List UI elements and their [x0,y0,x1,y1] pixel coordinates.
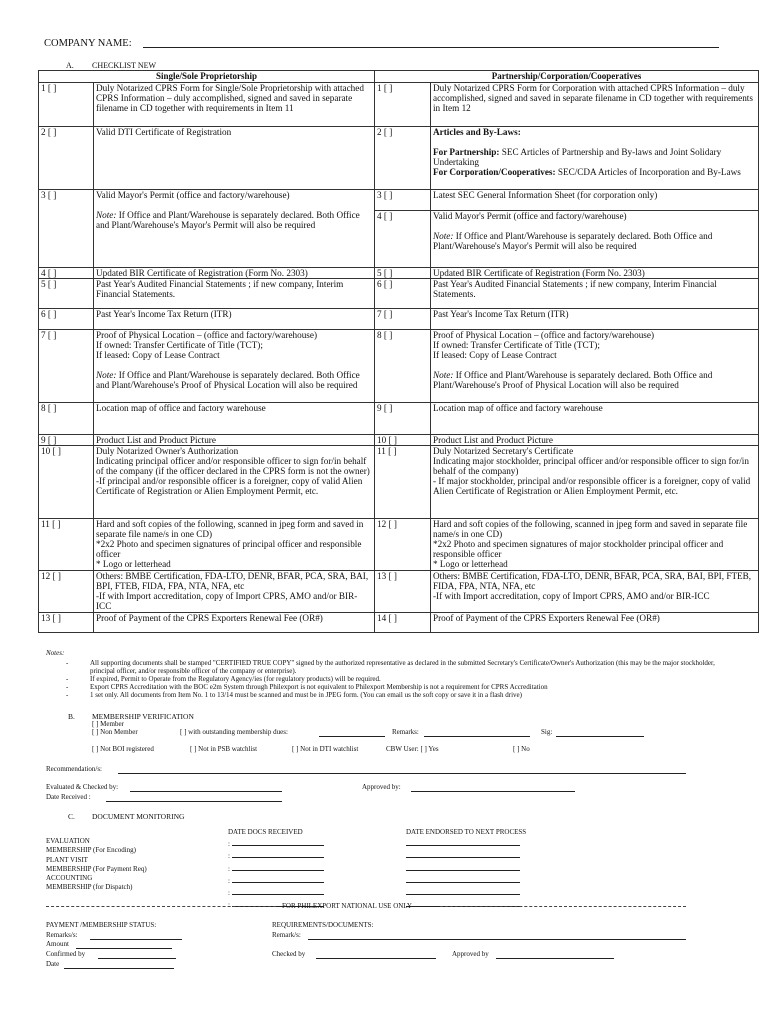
note-item: - Export CPRS Accreditation with the BOC e2m System through Philexport is not equivalent to Philexport Membership is not a requirement for CPRS Accreditation [90,683,726,691]
checkbox-item[interactable]: 6 [ ] [375,279,431,309]
corporation-text: SEC/CDA Articles of Incorporation and By-Laws [555,167,741,177]
checkbox-item[interactable]: 6 [ ] [39,309,94,330]
checkbox-item[interactable]: 10 [ ] [39,446,94,519]
checkbox-item[interactable]: 3 [ ] [39,190,94,268]
note-item: - All supporting documents shall be stamped "CERTIFIED TRUE COPY" signed by the authorized representative as declared in the submitted Secretary's Certificate/Owner's Authorization (this may be the major stockholder, principal officer, and/or responsible officer of the company or enterprise). [90,659,726,675]
section-a-letter: A. [66,61,74,70]
requirement-text: Location map of office and factory warehouse [94,403,375,435]
gis-text: Latest SEC General Information Sheet (for corporation only) [431,190,758,211]
remarks-label: Remarks: [392,728,419,736]
date-field[interactable] [406,849,520,858]
amount-field[interactable] [76,940,172,949]
checkbox-item[interactable]: 11 [ ] [39,519,94,571]
outstanding-dues-checkbox[interactable]: [ ] with outstanding membership dues: [180,728,288,736]
header-sole: Single/Sole Proprietorship [39,71,375,83]
requirement-text: Updated BIR Certificate of Registration (Form No. 2303) [94,268,375,279]
checkbox-item[interactable]: 12 [ ] [39,571,94,613]
company-name-label: COMPANY NAME: [44,38,132,49]
checkbox-item[interactable]: 7 [ ] [375,309,431,330]
requirements-label: REQUIREMENTS/DOCUMENTS: [272,921,374,929]
checked-field[interactable] [316,950,436,959]
checkbox-item[interactable]: 13 [ ] [375,571,431,613]
note-text: If Office and Plant/Warehouse is separately declared. Both Office and Plant/Warehouse's Proof of Physical Location will also be required [433,370,713,390]
member-checkbox[interactable]: [ ] Member [92,720,124,728]
note-text: If Office and Plant/Warehouse is separately declared. Both Office and Plant/Warehouse's Proof of Physical Location will also be required [96,370,360,390]
requirement-text: Duly Notarized CPRS Form for Single/Sole Proprietorship with attached CPRS Information – duly accomplished, signed and saved in separate filename in CD together with requirements in Item 11 [94,83,375,127]
checkbox-item[interactable]: 5 [ ] [39,279,94,309]
requirement-text: Others: BMBE Certification, FDA-LTO, DENR, BFAR, PCA, SRA, BAI, BPI, FTEB, FIDA, FPA, NTA, NFA, etc -If with Import accreditation, copy of Import CPRS, AMO and/or BIR-ICC [94,571,375,613]
requirement-text [431,127,759,190]
checkbox-item[interactable]: 3 [ ] [375,190,430,211]
checkbox-item[interactable]: 9 [ ] [375,403,431,435]
approved-label: Approved by [452,950,489,958]
amount-label: Amount [46,940,69,948]
requirement-text: Hard and soft copies of the following, scanned in jpeg form and saved in separate file name/s in one CD) *2x2 Photo and specimen signatures of principal officer and responsible officer * Logo or letterhead [94,519,375,571]
monitoring-row-label: ACCOUNTING [46,874,93,883]
date-field[interactable] [406,874,520,883]
date-endorsed-column [406,837,520,911]
monitoring-labels [46,837,147,893]
requirement-text: Product List and Product Picture [94,435,375,446]
checkbox-item[interactable]: 2 [ ] [39,127,94,190]
monitoring-row-label: MEMBERSHIP (for Dispatch) [46,883,133,892]
note-text: If Office and Plant/Warehouse is separately declared. Both Office and Plant/Warehouse's Mayor's Permit will also be required [96,210,360,230]
mayors-permit-text: Valid Mayor's Permit (office and factory/warehouse) [433,211,627,221]
partnership-text: SEC Articles of Partnership and By-laws and Joint Solidary Undertaking [433,147,722,167]
articles-title: Articles and By-Laws: [433,127,521,137]
date-field[interactable] [406,837,520,846]
note-text: If Office and Plant/Warehouse is separately declared. Both Office and Plant/Warehouse's Mayor's Permit will also be required [433,231,713,251]
requirement-text: Past Year's Income Tax Return (ITR) [94,309,375,330]
recommendation-label: Recommendation/s: [46,765,102,773]
checkbox-item[interactable]: 13 [ ] [39,613,94,633]
note-label: Note: [433,231,454,241]
physical-location-text: Proof of Physical Location – (office and factory/warehouse) If owned: Transfer Certificate of Title (TCT); If leased: Copy of Lease Contract [433,330,655,360]
date-field[interactable] [232,862,324,871]
recommendation-field[interactable] [118,765,686,774]
note-item: - 1 set only. All documents from Item No. 1 to 13/14 must be scanned and must be in JPEG form. (You can email us the soft copy or save it in a flash drive) [90,691,726,699]
requirement-text [94,190,375,268]
checkbox-item[interactable]: 5 [ ] [375,268,431,279]
monitoring-row-label: PLANT VISIT [46,855,88,864]
checkbox-item[interactable]: 4 [ ] [377,211,393,221]
confirmed-label: Confirmed by [46,950,86,958]
requirement-text: Updated BIR Certificate of Registration (Form No. 2303) [431,268,759,279]
requirement-text: Duly Notarized Owner's Authorization Indicating principal officer and/or responsible officer to sign for/in behalf of the company (if the officer declared in the CPRS form is not the owner) -If principal and/or responsible officer is a foreigner, copy of valid Alien Certificate of Registration or Alien Employment Permit, etc. [94,446,375,519]
requirement-text: Valid DTI Certificate of Registration [94,127,375,190]
requirement-text: Past Year's Audited Financial Statements ; if new company, Interim Financial Statements. [94,279,375,309]
confirmed-field[interactable] [98,950,176,959]
payment-status-label: PAYMENT /MEMBERSHIP STATUS: [46,921,157,929]
monitoring-row-label: MEMBERSHIP (For Encoding) [46,846,136,855]
requirement-text: Past Year's Audited Financial Statements ; if new company, Interim Financial Statements. [431,279,759,309]
section-b-title: MEMBERSHIP VERIFICATION [92,712,194,721]
date-label: Date [46,960,60,968]
requirement-text: Proof of Payment of the CPRS Exporters Renewal Fee (OR#) [94,613,375,633]
non-member-checkbox[interactable]: [ ] Non Member [92,728,138,736]
checkbox-item[interactable]: 7 [ ] [39,330,94,403]
section-c-title: DOCUMENT MONITORING [92,812,185,821]
checkbox-item[interactable]: 1 [ ] [375,83,431,127]
checkbox-item[interactable]: 1 [ ] [39,83,94,127]
checkbox-item[interactable]: 8 [ ] [375,330,431,403]
monitoring-row-label: EVALUATION [46,837,90,845]
requirement-text: Past Year's Income Tax Return (ITR) [431,309,759,330]
evaluated-label: Evaluated & Checked by: [46,783,119,791]
requirements-remarks-field[interactable] [308,931,686,940]
not-boi-checkbox[interactable]: [ ] Not BOI registered [92,745,154,753]
date-field[interactable] [232,849,324,858]
cbw-yes-checkbox[interactable]: CBW User: [ ] Yes [386,745,439,753]
cbw-no-checkbox[interactable]: [ ] No [513,745,530,753]
date-field[interactable] [232,886,324,895]
remarks-label: Remarks/s: [46,931,78,939]
checkbox-item[interactable]: 2 [ ] [375,127,431,190]
checkbox-item[interactable]: 8 [ ] [39,403,94,435]
national-use-label: FOR PHILEXPORT NATIONAL USE ONLY [282,902,412,910]
date-field[interactable] [406,886,520,895]
physical-location-text: Proof of Physical Location – (office and factory/warehouse) If owned: Transfer Certificate of Title (TCT); If leased: Copy of Lease Contract [96,330,318,360]
note-label: Note: [96,210,117,220]
checkbox-item[interactable]: 4 [ ] [39,268,94,279]
sig-label: Sig: [541,728,553,736]
divider-line [46,906,276,907]
notes-block [46,649,726,699]
corporation-label: For Corporation/Cooperatives: [433,167,556,177]
checkbox-item[interactable]: 10 [ ] [375,435,431,446]
signature-field[interactable] [556,728,644,737]
remarks-label: Remark/s: [272,931,301,939]
header-corp: Partnership/Corporation/Cooperatives [375,71,759,83]
date-field[interactable] [232,874,324,883]
approved-field[interactable] [411,783,575,792]
company-name-field[interactable] [143,47,719,48]
requirement-text: Location map of office and factory warehouse [431,403,759,435]
checkbox-item[interactable]: 12 [ ] [375,519,431,571]
checklist-table [38,70,759,633]
payment-remarks-field[interactable] [90,931,182,940]
mayors-permit-text: Valid Mayor's Permit (office and factory/warehouse) [96,190,290,200]
section-b-letter: B. [68,712,75,721]
remarks-field[interactable] [424,728,530,737]
requirement-text: Duly Notarized CPRS Form for Corporation with attached CPRS Information – duly accomplished, signed and saved in separate filename in CD together with requirements in Item 12 [431,83,759,127]
note-label: Note: [433,370,454,380]
date-received-column: : : : : : : [228,837,324,911]
not-psb-checkbox[interactable]: [ ] Not in PSB watchlist [190,745,258,753]
notes-title: Notes: [46,649,65,657]
date-field[interactable] [406,862,520,871]
date-received-field[interactable] [106,793,282,802]
section-c-letter: C. [68,812,75,821]
not-dti-checkbox[interactable]: [ ] Not in DTI watchlist [292,745,359,753]
requirement-text: Duly Notarized Secretary's Certificate Indicating major stockholder, principal officer and/or responsible officer to sign for/in behalf of the company) - If major stockholder, principal and/or responsible officer is a foreigner, copy of valid Alien Certificate of Registration or Alien Employment Permit, etc. [431,446,759,519]
requirement-text: Others: BMBE Certification, FDA-LTO, DENR, BFAR, PCA, SRA, BAI, BPI, FTEB, FIDA, FPA, NTA, NFA, etc -If with Import accreditation, copy of Import CPRS, AMO and/or BIR-ICC [431,571,759,613]
col-date-received: DATE DOCS RECEIVED [228,828,303,836]
evaluated-field[interactable] [130,783,282,792]
checkbox-item[interactable]: 11 [ ] [375,446,431,519]
date-field[interactable] [64,960,174,969]
date-field[interactable] [232,837,324,846]
section-a-title: CHECKLIST NEW [92,61,157,70]
requirement-text: Product List and Product Picture [431,435,759,446]
outstanding-dues-field[interactable] [319,728,385,737]
approved-label: Approved by: [362,783,401,791]
divider-line [440,906,686,907]
date-received-label: Date Received : [46,793,91,801]
checkbox-item[interactable]: 9 [ ] [39,435,94,446]
approved-field[interactable] [496,950,614,959]
requirement-text: Hard and soft copies of the following, scanned in jpeg form and saved in separate file name/s in one CD) *2x2 Photo and specimen signatures of major stockholder principal officer and responsible officer * Logo or letterhead [431,519,759,571]
monitoring-row-label: MEMBERSHIP (For Payment Req) [46,864,147,873]
checkbox-item[interactable]: 14 [ ] [375,613,431,633]
partnership-label: For Partnership: [433,147,500,157]
checked-label: Checked by [272,950,306,958]
col-date-endorsed: DATE ENDORSED TO NEXT PROCESS [406,828,527,836]
requirement-text: Proof of Payment of the CPRS Exporters Renewal Fee (OR#) [431,613,759,633]
note-item: - If expired, Permit to Operate from the Regulatory Agency/ies (for regulatory products) will be required. [90,675,726,683]
note-label: Note: [96,370,117,380]
